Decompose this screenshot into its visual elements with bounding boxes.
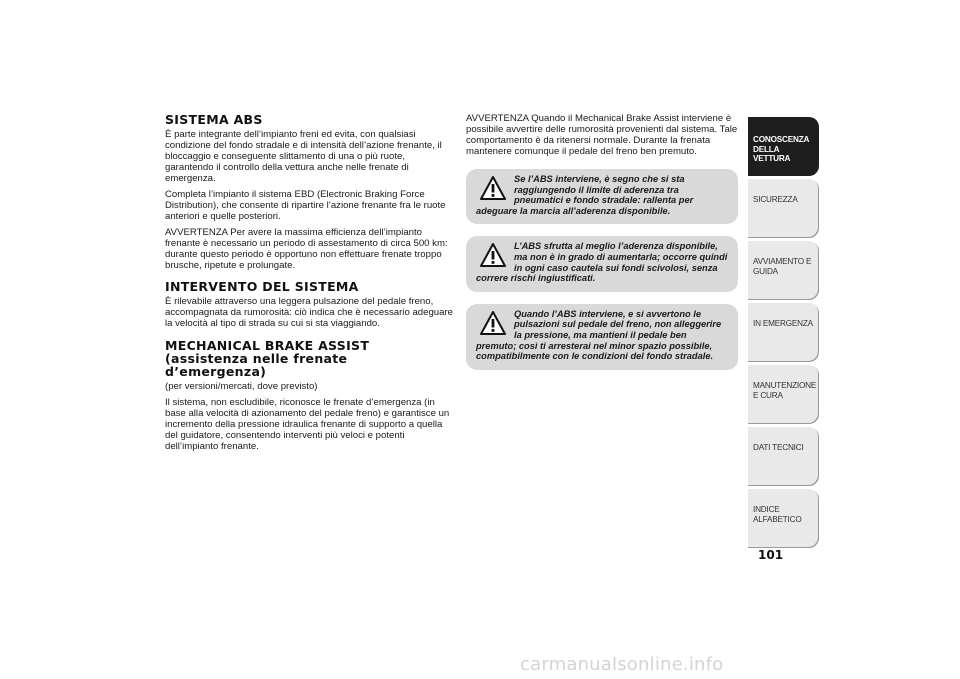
warning-triangle-icon	[480, 176, 506, 200]
watermark: carmanualsonline.info	[520, 654, 724, 675]
heading-sistema-abs: SISTEMA ABS	[165, 112, 263, 127]
heading-mechanical-brake-assist: MECHANICAL BRAKE ASSIST (assistenza nelle frenate d’emergenza)	[165, 338, 370, 379]
tab-indice-alfabetico[interactable]: INDICE ALFABETICO	[748, 489, 819, 548]
paragraph-avvertenza-mba: AVVERTENZA Quando il Mechanical Brake Assist interviene è possibile avvertire delle rumorosità provenienti dal sistema. Tale comportamento è da ritenersi normale. Durante la frenata mantenere comunque il pedale del freno ben premuto.	[466, 113, 738, 157]
warning-text-1: Se l’ABS interviene, è segno che si sta raggiungendo il limite di aderenza tra pneumatici e fondo stradale: rallenta per adeguare la marcia all’aderenza disponibile.	[476, 174, 694, 216]
warning-box-2	[466, 236, 738, 291]
warning-triangle-icon	[480, 243, 506, 267]
left-column	[165, 113, 455, 457]
chapter-tabs	[748, 117, 819, 551]
tab-dati-tecnici[interactable]: DATI TECNICI	[748, 427, 819, 486]
paragraph-abs-1: È parte integrante dell’impianto freni ed evita, con qualsiasi condizione del fondo stradale e di intensità dell’azione frenante, il bloccaggio e conseguente slittamento di una o più ruote, garantendo il controllo della vettura anche nelle frenate di emergenza.	[165, 129, 442, 184]
paragraph-mba-subtitle: (per versioni/mercati, dove previsto)	[165, 381, 318, 392]
paragraph-mba-1: Il sistema, non escludibile, riconosce le frenate d’emergenza (in base alla velocità di azionamento del pedale freno) e garantisce un incremento della pressione idraulica frenante di supporto a quella del guidatore, consentendo interventi più veloci e potenti dell’impianto frenante.	[165, 397, 450, 452]
warning-box-3	[466, 304, 738, 370]
tab-sicurezza[interactable]: SICUREZZA	[748, 179, 819, 238]
warning-box-1	[466, 169, 738, 224]
page-number: 101	[758, 548, 784, 562]
paragraph-abs-3: AVVERTENZA Per avere la massima efficienza dell’impianto frenante è necessario un periodo di assestamento di circa 500 km: durante questo periodo è opportuno non effettuare frenate troppo brusche, ripetute e prolungate.	[165, 227, 448, 271]
tab-avviamento-e-guida[interactable]: AVVIAMENTO E GUIDA	[748, 241, 819, 300]
tab-manutenzione-e-cura[interactable]: MANUTENZIONE E CURA	[748, 365, 819, 424]
right-column	[466, 113, 738, 382]
paragraph-intervento-1: È rilevabile attraverso una leggera pulsazione del pedale freno, accompagnata da rumorosità: ciò indica che è necessario adeguare la velocità al tipo di strada su cui si sta viaggiando.	[165, 296, 453, 329]
tab-in-emergenza[interactable]: IN EMERGENZA	[748, 303, 819, 362]
paragraph-abs-2: Completa l’impianto il sistema EBD (Electronic Braking Force Distribution), che consente di ripartire l’azione frenante fra le ruote anteriori e quelle posteriori.	[165, 189, 446, 222]
heading-intervento-sistema: INTERVENTO DEL SISTEMA	[165, 279, 359, 294]
warning-text-3: Quando l’ABS interviene, e si avvertono le pulsazioni sul pedale del freno, non alleggerire la pressione, ma mantieni il pedale ben premuto; così ti arresterai nel minor spazio possibile, compatibilmente con le condizioni del fondo stradale.	[476, 308, 722, 362]
tab-conoscenza-della-vettura[interactable]: CONOSCENZA DELLA VETTURA	[748, 117, 819, 176]
warning-triangle-icon	[480, 311, 506, 335]
warning-text-2: L’ABS sfrutta al meglio l’aderenza disponibile, ma non è in grado di aumentarla; occorre quindi in ogni caso cautela sui fondi scivolosi, senza correre rischi ingiustificati.	[476, 241, 728, 284]
